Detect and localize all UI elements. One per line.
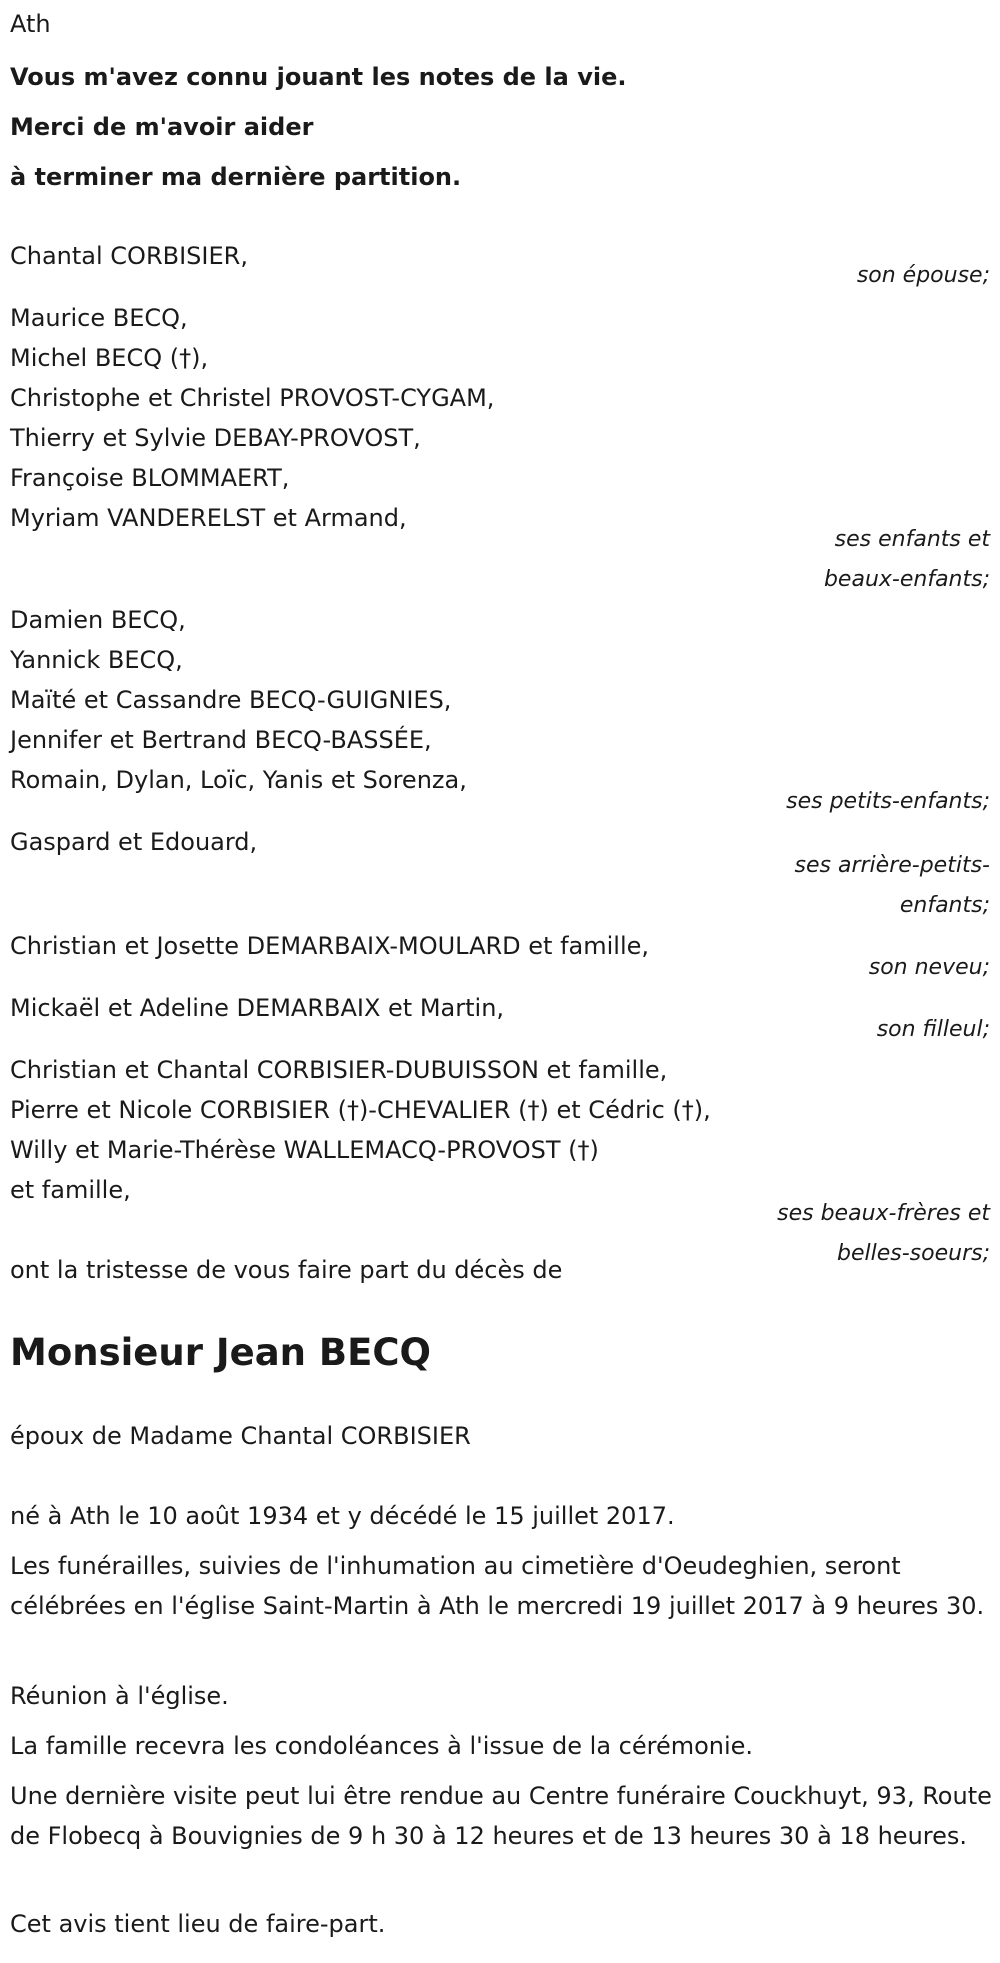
family-member: Maïté et Cassandre BECQ-GUIGNIES, [10, 686, 452, 714]
poem-line: Vous m'avez connu jouant les notes de la vie. [10, 63, 627, 91]
funeral-details: Les funérailles, suivies de l'inhumation au cimetière d'Oeudeghien, seront célébrées en l'église Saint-Martin à Ath le mercredi 19 juillet 2017 à 9 heures 30. [10, 1552, 985, 1620]
relation-label: belles-soeurs; [837, 1241, 990, 1266]
family-member: Willy et Marie-Thérèse WALLEMACQ-PROVOST (†) [10, 1136, 599, 1164]
family-member: Pierre et Nicole CORBISIER (†)-CHEVALIER (†) et Cédric (†), [10, 1096, 711, 1124]
family-member: Christian et Chantal CORBISIER-DUBUISSON et famille, [10, 1056, 668, 1084]
family-member: Françoise BLOMMAERT, [10, 464, 290, 492]
relation-label: ses arrière-petits- [794, 853, 990, 878]
family-member: Christian et Josette DEMARBAIX-MOULARD et famille, [10, 932, 650, 960]
family-member: Thierry et Sylvie DEBAY-PROVOST, [10, 424, 421, 452]
condolences-note: La famille recevra les condoléances à l'issue de la cérémonie. [10, 1732, 754, 1760]
announcement-text: ont la tristesse de vous faire part du décès de [10, 1256, 563, 1284]
deceased-name: Monsieur Jean BECQ [10, 1331, 431, 1374]
poem-line: à terminer ma dernière partition. [10, 163, 462, 191]
visitation-details: Une dernière visite peut lui être rendue au Centre funéraire Couckhuyt, 93, Route de Flobecq à Bouvignies de 9 h 30 à 12 heures et de 13 heures 30 à 18 heures. [10, 1782, 992, 1850]
family-member: Michel BECQ (†), [10, 344, 209, 372]
family-member: Chantal CORBISIER, [10, 242, 248, 270]
relation-label: ses beaux-frères et [777, 1201, 990, 1226]
family-member: Romain, Dylan, Loïc, Yanis et Sorenza, [10, 766, 467, 794]
notice-footer: Cet avis tient lieu de faire-part. [10, 1910, 386, 1938]
family-member: Yannick BECQ, [10, 646, 183, 674]
relation-label: ses petits-enfants; [786, 789, 990, 814]
family-member: Christophe et Christel PROVOST-CYGAM, [10, 384, 495, 412]
poem-line: Merci de m'avoir aider [10, 113, 314, 141]
relation-label: son neveu; [868, 955, 990, 980]
relation-label: son épouse; [856, 263, 990, 288]
family-member: Jennifer et Bertrand BECQ-BASSÉE, [10, 726, 432, 754]
family-member: Damien BECQ, [10, 606, 186, 634]
family-member: Myriam VANDERELST et Armand, [10, 504, 407, 532]
relation-label: beaux-enfants; [823, 567, 990, 592]
family-member: Maurice BECQ, [10, 304, 188, 332]
place-header: Ath [10, 10, 51, 38]
relation-label: ses enfants et [834, 527, 990, 552]
relation-label: enfants; [899, 893, 990, 918]
meeting-place: Réunion à l'église. [10, 1682, 229, 1710]
family-member: Mickaël et Adeline DEMARBAIX et Martin, [10, 994, 505, 1022]
spouse-line: époux de Madame Chantal CORBISIER [10, 1422, 471, 1450]
relation-label: son filleul; [876, 1017, 990, 1042]
birth-death-line: né à Ath le 10 août 1934 et y décédé le 15 juillet 2017. [10, 1502, 675, 1530]
family-member: et famille, [10, 1176, 131, 1204]
family-member: Gaspard et Edouard, [10, 828, 258, 856]
